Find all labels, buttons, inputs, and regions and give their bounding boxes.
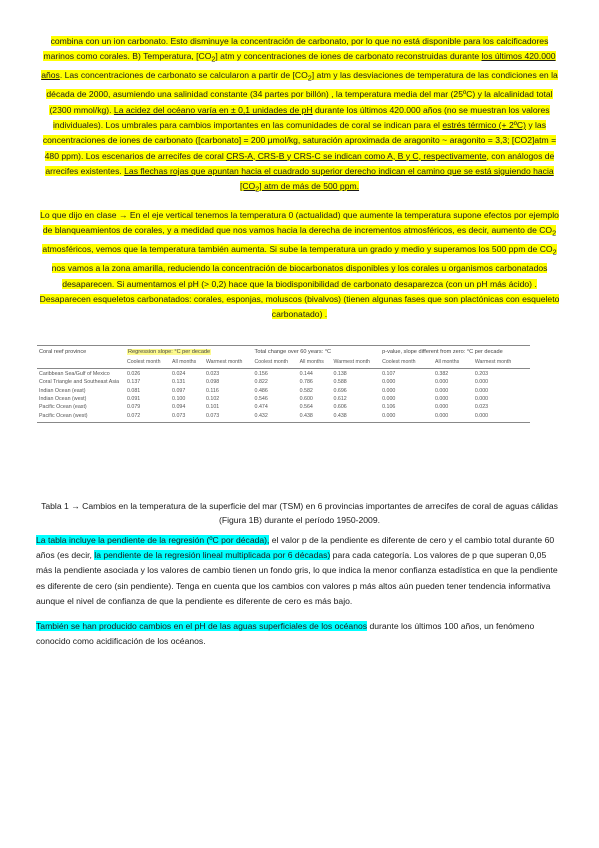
table-cell: 0.600 <box>299 396 313 403</box>
text-run: para cada categoría. Los valores de p que superan 0,05 más la pendiente asociada y los valores de cambio tienen un fondo gris, lo que indica la menor confianza estadística en que la pendiente es diferente de cero (sin pendiente). Tenga en cuenta que los cambios con valores p más altos aún pueden tener tendencia informativa aunque el nivel de confianza de que la pendiente es diferente de cero es más bajo. <box>36 549 558 606</box>
subscript: 2 <box>307 75 312 84</box>
text-run: atmosféricos, vemos que la temperatura también aumenta. Si sube la temperatura un grado y medio y superamos los 500 ppm de CO <box>42 244 553 255</box>
table-cell: 0.024 <box>172 371 186 378</box>
sub-header: Coolest month <box>380 359 433 369</box>
table-cell: 0.023 <box>474 404 489 411</box>
underlined-text: los últimos 420.000 años <box>41 51 556 81</box>
row-label: Indian Ocean (west) <box>39 396 87 403</box>
table-cell: 0.564 <box>299 404 313 411</box>
sst-change-table <box>37 345 530 423</box>
table-cell: 0.000 <box>434 396 449 403</box>
table-cell: 0.073 <box>170 411 204 423</box>
sub-header: Coolest month <box>253 359 298 369</box>
table-row <box>37 402 530 410</box>
column-group-regression <box>125 345 253 359</box>
sub-header: All months <box>170 359 204 369</box>
table-cell: 0.026 <box>127 371 141 378</box>
table-cell: 0.138 <box>333 371 347 378</box>
highlighted-header: Regression slope: °C per decade <box>128 348 211 355</box>
underlined-text: La acidez del océano varía en ± 0,1 unidades de pH <box>113 104 313 115</box>
table-cell: 0.588 <box>333 379 347 386</box>
table-cell: 0.000 <box>473 411 530 423</box>
text-run: durante los últimos 100 años, un fenómeno conocido como acidificación de los océanos. <box>36 621 535 647</box>
text-run: el valor p de la pendiente es diferente de cero y el cambio total durante 60 años (es decir, <box>36 534 555 560</box>
table-cell: 0.438 <box>298 411 332 423</box>
table-caption: Tabla 1 → Cambios en la temperatura de la superficie del mar (TSM) en 6 provincias importantes de arrecifes de coral de aguas cálidas (Figura 1B) durante el período 1950-2009. <box>41 500 558 525</box>
table-cell: 0.000 <box>382 396 396 403</box>
sub-header: All months <box>298 359 332 369</box>
table-cell: 0.073 <box>204 411 253 423</box>
text-run: combina con un ion carbonato. Esto disminuye la concentración de carbonato, por lo que no está disponible para los calcificadores marinos como corales. B) Temperatura, [CO <box>43 36 549 62</box>
text-run: ] atm y las desviaciones de temperatura de las condiciones en la década de 2000, asumiendo una salinidad constante (34 partes por billón) , la temperatura media del mar (25ºC) y la alcalinidad total (2300 mmol/kg). <box>46 70 558 115</box>
table-cell: 0.822 <box>254 379 268 386</box>
table-cell: 0.000 <box>474 396 489 403</box>
underlined-text: ] atm de más de 500 ppm. <box>259 181 360 192</box>
table-row <box>37 369 530 378</box>
table-cell: 0.000 <box>434 404 449 411</box>
sub-header: Coolest month <box>125 359 170 369</box>
underlined-text: CRS-A, CRS-B y CRS-C se indican como A, B y C, respectivamente, <box>226 150 489 161</box>
table-cell: 0.582 <box>299 387 313 394</box>
row-label: Coral Triangle and Southeast Asia <box>39 379 120 386</box>
table-cell: 0.474 <box>254 404 268 411</box>
table-cell: 0.091 <box>127 396 141 403</box>
row-label: Caribbean Sea/Gulf of Mexico <box>39 371 110 378</box>
sub-header: Warmest month <box>204 359 253 369</box>
table-cell: 0.072 <box>125 411 170 423</box>
sub-header: Warmest month <box>473 359 530 369</box>
underlined-text: estrés térmico (+ 2ºC) <box>442 119 526 130</box>
table-cell: 0.144 <box>299 371 313 378</box>
table-cell: 0.696 <box>333 387 347 394</box>
table-cell: 0.101 <box>205 404 220 411</box>
highlighted-text: La tabla incluye la pendiente de la regresión (ºC por década), <box>36 534 270 545</box>
table-row <box>37 394 530 402</box>
subscript: 2 <box>552 230 557 239</box>
table-cell: 0.000 <box>434 387 449 394</box>
text-run: ] atm y concentraciones de iones de carbonato reconstruidas durante <box>215 51 482 62</box>
table-cell: 0.102 <box>205 396 220 403</box>
table-row <box>37 411 530 423</box>
sub-header: All months <box>433 359 473 369</box>
paragraph-class-notes <box>36 208 563 323</box>
table-cell: 0.000 <box>382 387 396 394</box>
table-cell: 0.438 <box>332 411 381 423</box>
table-cell: 0.100 <box>172 396 186 403</box>
table-cell: 0.546 <box>254 396 268 403</box>
table-cell: 0.432 <box>253 411 298 423</box>
table-cell: 0.786 <box>299 379 313 386</box>
paragraph-ph-changes <box>36 619 563 650</box>
table-cell: 0.097 <box>172 387 186 394</box>
table-cell: 0.107 <box>382 371 396 378</box>
table-cell: 0.106 <box>382 404 396 411</box>
table-cell: 0.000 <box>434 379 449 386</box>
table-cell: 0.000 <box>474 379 489 386</box>
table-cell: 0.000 <box>433 411 473 423</box>
table-figure <box>36 345 563 485</box>
column-header-province: Coral reef province <box>37 345 125 359</box>
table-cell: 0.486 <box>254 387 268 394</box>
table-cell: 0.000 <box>380 411 433 423</box>
text-run: y las concentraciones de iones de carbonato ([carbonato] = 200 μmol/kg, saturación aproximada de aragonito ~ aragonito = 3,3; [CO2]atm = 480 ppm). Los escenarios de arrecifes de coral <box>42 119 557 161</box>
table-cell: 0.079 <box>127 404 141 411</box>
table-cell: 0.098 <box>205 379 220 386</box>
table-row <box>37 377 530 385</box>
table-cell: 0.612 <box>333 396 347 403</box>
table-cell: 0.606 <box>333 404 347 411</box>
subscript: 2 <box>255 185 260 194</box>
highlighted-text: la pendiente de la regresión lineal multiplicada por 6 décadas) <box>94 549 331 560</box>
table-cell: 0.081 <box>127 387 141 394</box>
table-cell: 0.023 <box>205 371 220 378</box>
table-row <box>37 386 530 394</box>
paragraph-figure-description <box>36 34 563 198</box>
sub-header: Warmest month <box>332 359 381 369</box>
highlighted-text: También se han producido cambios en el pH de las aguas superficiales de los océanos <box>36 621 368 632</box>
table-cell: 0.000 <box>474 387 489 394</box>
paragraph-table-explanation <box>36 533 563 609</box>
subscript: 2 <box>211 56 216 65</box>
table-cell: 0.116 <box>205 387 219 394</box>
table-cell: 0.156 <box>254 371 268 378</box>
table-cell: 0.203 <box>474 371 489 378</box>
column-group-p-value: p-value, slope different from zero: °C per decade <box>380 345 530 359</box>
table-cell: 0.131 <box>172 379 186 386</box>
table-cell: 0.094 <box>172 404 186 411</box>
subscript: 2 <box>552 249 557 258</box>
text-run: Lo que dijo en clase → En el eje vertical tenemos la temperatura 0 (actualidad) que aumente la temperatura supone efectos por ejemplo de blanqueamientos de corales, y a medidad que nos vamos hacia la derecha de incrementos atmosféricos, es decir, aumento de CO <box>40 210 559 236</box>
table-cell: 0.000 <box>382 379 396 386</box>
underlined-text: Las flechas rojas que apuntan hacia el cuadrado superior derecho indican el camino que se está siguiendo hacia [CO <box>124 165 554 192</box>
text-run: durante los últimos 420.000 años (no se muestran los valores individuales). Los umbrales para cambios importantes en las comunidades de coral se indican para el <box>53 104 550 130</box>
column-group-total-change: Total change over 60 years: °C <box>253 345 381 359</box>
document-page <box>36 34 563 650</box>
row-label: Pacific Ocean (west) <box>37 411 125 423</box>
table-cell: 0.382 <box>434 371 449 378</box>
row-label: Pacific Ocean (east) <box>39 404 87 411</box>
text-run: nos vamos a la zona amarilla, reduciendo la concentración de biocarbonatos disponibles y los corales u organismos carbonatados desaparecen. Si aumentamos el pH (> 0,2) hace que la biodisponibilidad de carbonato desaparezca (con un pH más ácido) . Desaparecen esqueletos carbonatados: corales, esponjas, moluscos (bivalvos) (tienen algunas fases que son plactónicas con esqueleto carbonatado) . <box>39 263 560 320</box>
text-run: . Las concentraciones de carbonato se calcularon a partir de [CO <box>59 70 308 81</box>
row-label: Indian Ocean (east) <box>39 387 86 394</box>
text-run: con análogos de arrecifes existentes. <box>45 150 555 176</box>
table-cell: 0.137 <box>127 379 141 386</box>
